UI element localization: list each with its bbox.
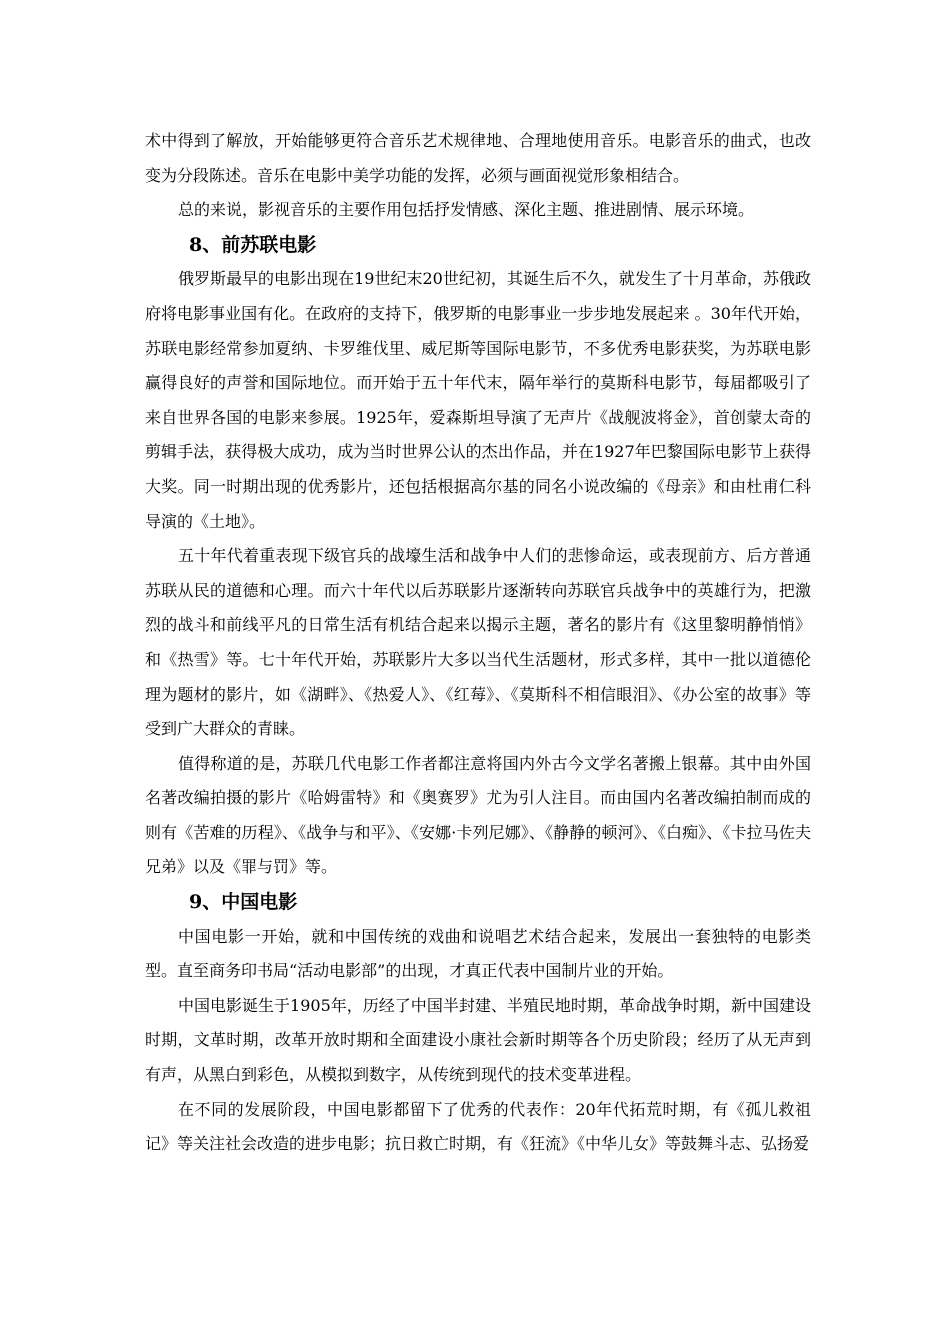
paragraph-soviet-film-themes: 五十年代着重表现下级官兵的战壕生活和战争中人们的悲惨命运，或表现前方、后方普通苏联从民的道德和心理。而六十年代以后苏联影片逐渐转向苏联官兵战争中的英雄行为，把激烈的战斗和前线平凡的日常生活有机结合起来以揭示主题，著名的影片有《这里黎明静悄悄》和《热雪》等。七十年代开始，苏联影片大多以当代生活题材，形式多样，其中一批以道德伦理为题材的影片，如《湖畔》、《热爱人》、《红莓》、《莫斯科不相信眼泪》、《办公室的故事》等受到广大群众的青睐。 [145,546,811,739]
paragraph-film-music-continuation: 术中得到了解放，开始能够更符合音乐艺术规律地、合理地使用音乐。电影音乐的曲式，也改变为分段陈述。音乐在电影中美学功能的发挥，必须与画面视觉形象相结合。 [145,131,811,185]
paragraph-chinese-film-works: 在不同的发展阶段，中国电影都留下了优秀的代表作：20年代拓荒时期，有《孤儿救祖记》等关注社会改造的进步电影；抗日救亡时期，有《狂流》《中华儿女》等鼓舞斗志、弘扬爱 [145,1099,811,1154]
paragraph-film-music-summary: 总的来说，影视音乐的主要作用包括抒发情感、深化主题、推进剧情、展示环境。 [178,200,755,220]
paragraph-soviet-film-adaptations: 值得称道的是，苏联几代电影工作者都注意将国内外古今文学名著搬上银幕。其中由外国名著改编拍摄的影片《哈姆雷特》和《奥赛罗》尤为引人注目。而由国内名著改编拍制而成的则有《苦难的历程》、《战争与和平》、《安娜·卡列尼娜》、《静静的顿河》、《白痴》、《卡拉马佐夫兄弟》以及《罪与罚》等。 [145,753,811,877]
section-heading-chinese-film: 9、中国电影 [189,891,298,914]
paragraph-soviet-film-history: 俄罗斯最早的电影出现在19世纪末20世纪初，其诞生后不久，就发生了十月革命，苏俄政府将电影事业国有化。在政府的支持下，俄罗斯的电影事业一步步地发展起来 。30年代开始，苏联电影经常参加夏纳、卡罗维伐里、威尼斯等国际电影节，不多优秀电影获奖，为苏联电影赢得良好的声誉和国际地位。而开始于五十年代末，隔年举行的莫斯科电影节，每届都吸引了来自世界各国的电影来参展。1925年，爱森斯坦导演了无声片《战舰波将金》，首创蒙太奇的剪辑手法，获得极大成功，成为当时世界公认的杰出作品，并在1927年巴黎国际电影节上获得大奖。同一时期出现的优秀影片，还包括根据高尔基的同名小说改编的《母亲》和由杜甫仁科导演的《土地》。 [145,269,811,531]
section-heading-soviet-film: 8、前苏联电影 [189,233,317,256]
document-body [145,124,811,1162]
paragraph-chinese-film-history: 中国电影诞生于1905年，历经了中国半封建、半殖民地时期，革命战争时期，新中国建设时期，文革时期，改革开放时期和全面建设小康社会新时期等各个历史阶段；经历了从无声到有声，从黑白到彩色，从模拟到数字，从传统到现代的技术变革进程。 [145,995,811,1085]
paragraph-chinese-film-origins: 中国电影一开始，就和中国传统的戏曲和说唱艺术结合起来，发展出一套独特的电影类型。直至商务印书局“活动电影部”的出现，才真正代表中国制片业的开始。 [145,926,811,981]
